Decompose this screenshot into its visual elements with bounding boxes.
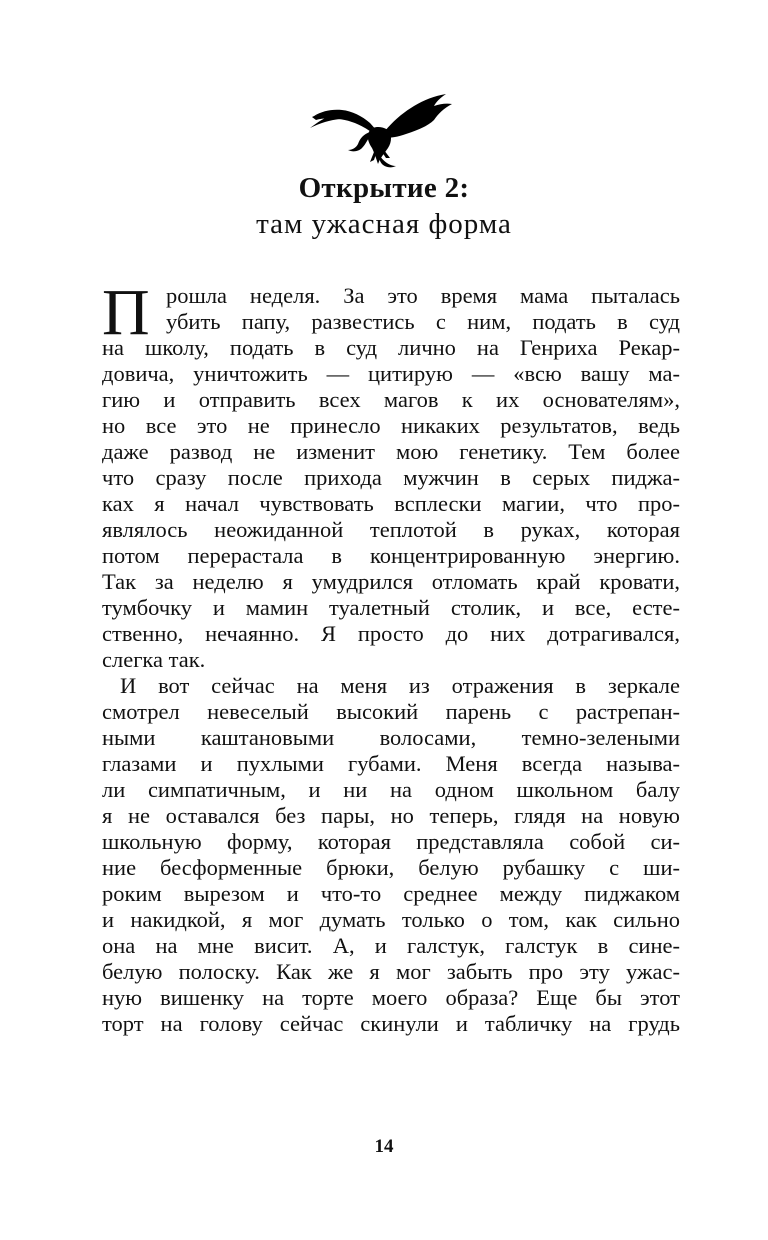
text-line: слегка так.: [102, 647, 206, 672]
text-line: убить папу, развестись с ним, подать в суд: [166, 309, 680, 334]
page-number: 14: [374, 1136, 394, 1157]
text-line: ными каштановыми волосами, темно-зелеными: [102, 725, 680, 750]
text-line: довича, уничтожить — цитирую — «всю вашу ма-: [102, 361, 680, 386]
paragraph-1: [102, 276, 680, 673]
body-text: [102, 276, 680, 1037]
text-line: смотрел невеселый высокий парень с растрепан-: [102, 699, 680, 724]
text-line: тумбочку и мамин туалетный столик, и все, есте-: [102, 595, 680, 620]
text-line: ли симпатичным, и ни на одном школьном балу: [102, 777, 680, 802]
chapter-title: Открытие 2:: [298, 172, 470, 204]
text-line: торт на голову сейчас скинули и табличку на грудь: [102, 1011, 680, 1036]
text-line: потом перерастала в концентрированную энергию.: [102, 543, 680, 568]
text-line: школьную форму, которая представляла собой си-: [102, 829, 680, 854]
text-line: она на мне висит. А, и галстук, галстук в сине-: [102, 933, 680, 958]
text-line: я не оставался без пары, но теперь, глядя на новую: [102, 803, 680, 828]
text-line: ние бесформенные брюки, белую рубашку с ши-: [102, 855, 680, 880]
chapter-subtitle: там ужасная форма: [256, 208, 512, 240]
text-line: и накидкой, я мог думать только о том, как сильно: [102, 907, 680, 932]
text-line: гию и отправить всех магов к их основателям»,: [102, 387, 680, 412]
text-line: даже развод не изменит мою генетику. Тем более: [102, 439, 680, 464]
text-line: ках я начал чувствовать всплески магии, что про-: [102, 491, 680, 516]
text-line: являлось неожиданной теплотой в руках, которая: [102, 517, 680, 542]
paragraph-2: [102, 673, 680, 1037]
text-line: глазами и пухлыми губами. Меня всегда называ-: [102, 751, 680, 776]
drop-cap: П: [102, 276, 150, 349]
text-line: но все это не принесло никаких результатов, ведь: [102, 413, 680, 438]
text-line: белую полоску. Как же я мог забыть про эту ужас-: [102, 959, 680, 984]
text-line: на школу, подать в суд лично на Генриха Рекар-: [102, 335, 680, 360]
text-line: рошла неделя. За это время мама пыталась: [166, 283, 680, 308]
text-line: ную вишенку на торте моего образа? Еще бы этот: [102, 985, 680, 1010]
text-line: И вот сейчас на меня из отражения в зеркале: [120, 673, 680, 698]
text-line: что сразу после прихода мужчин в серых пиджа-: [102, 465, 680, 490]
text-line: ственно, нечаянно. Я просто до них дотрагивался,: [102, 621, 680, 646]
text-line: Так за неделю я умудрился отломать край кровати,: [102, 569, 680, 594]
text-line: роким вырезом и что-то среднее между пиджаком: [102, 881, 680, 906]
dragon-icon: [300, 92, 460, 170]
